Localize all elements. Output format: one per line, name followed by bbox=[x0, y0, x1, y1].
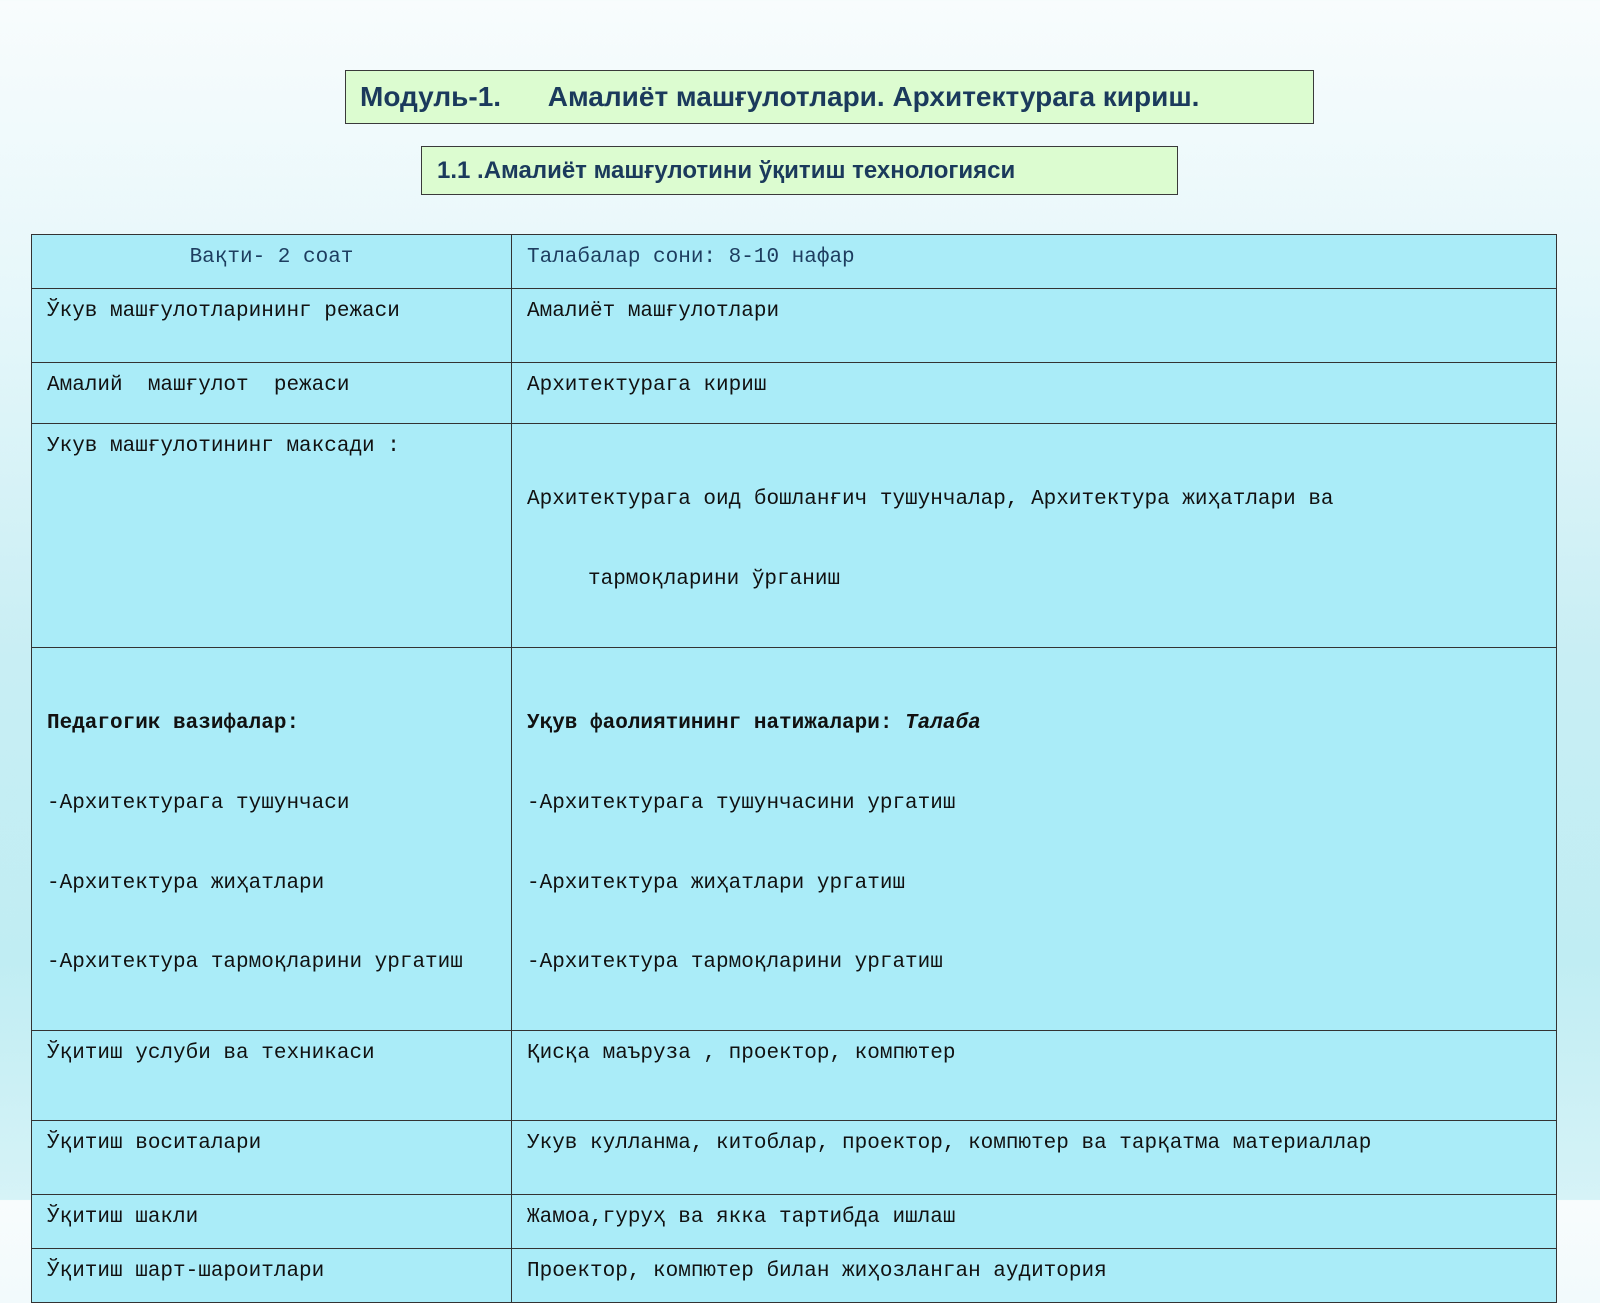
row-label: Ўкув машғулотларининг режаси bbox=[32, 289, 512, 363]
table-row bbox=[32, 424, 1557, 648]
row-value bbox=[512, 424, 1557, 648]
learning-outcomes-subject: Талаба bbox=[905, 711, 981, 735]
row-value: Жамоа,гуруҳ ва якка тартибда ишлаш bbox=[512, 1195, 1557, 1249]
goal-text-line: тармоқларини ўрганиш bbox=[588, 567, 841, 591]
row-label: Ўқитиш шакли bbox=[32, 1195, 512, 1249]
lesson-plan-table bbox=[31, 234, 1557, 1303]
table-row bbox=[32, 1031, 1557, 1121]
row-value: Архитектурага кириш bbox=[512, 363, 1557, 424]
row-value: Проектор, компютер билан жиҳозланган аудитория bbox=[512, 1249, 1557, 1303]
students-count-cell: Талабалар сони: 8-10 нафар bbox=[512, 235, 1557, 289]
list-item: -Архитектура тармоқларини ургатиш bbox=[47, 951, 463, 975]
pedagogical-tasks-cell bbox=[32, 647, 512, 1030]
table-row bbox=[32, 363, 1557, 424]
row-label: Ўқитиш услуби ва техникаси bbox=[32, 1031, 512, 1121]
row-value: Қисқа маъруза , проектор, компютер bbox=[512, 1031, 1557, 1121]
list-item: -Архитектурага тушунчасини ургатиш bbox=[527, 791, 956, 815]
learning-outcomes-cell bbox=[512, 647, 1557, 1030]
row-value: Укув кулланма, китоблар, проектор, компютер ва тарқатма материаллар bbox=[512, 1121, 1557, 1195]
table-row bbox=[32, 1121, 1557, 1195]
pedagogical-tasks-heading: Педагогик вазифалар: bbox=[47, 711, 300, 735]
duration-cell: Вақти- 2 соат bbox=[32, 235, 512, 289]
section-subtitle: 1.1 .Амалиёт машғулотини ўқитиш технологияси bbox=[421, 146, 1178, 195]
list-item: -Архитектурага тушунчаси bbox=[47, 791, 350, 815]
table-row bbox=[32, 647, 1557, 1030]
row-label: Ўқитиш шарт-шароитлари bbox=[32, 1249, 512, 1303]
row-value: Амалиёт машғулотлари bbox=[512, 289, 1557, 363]
row-label: Ўқитиш воситалари bbox=[32, 1121, 512, 1195]
module-title: Модуль-1. Амалиёт машғулотлари. Архитектурага кириш. bbox=[345, 70, 1314, 124]
table-row-header bbox=[32, 235, 1557, 289]
table-row bbox=[32, 289, 1557, 363]
row-label: Укув машғулотининг максади : bbox=[32, 424, 512, 648]
list-item: -Архитектура жиҳатлари ургатиш bbox=[527, 871, 906, 895]
list-item: -Архитектура тармоқларини ургатиш bbox=[527, 951, 943, 975]
table-row bbox=[32, 1195, 1557, 1249]
list-item: -Архитектура жиҳатлари bbox=[47, 871, 325, 895]
row-label: Амалий машғулот режаси bbox=[32, 363, 512, 424]
goal-text-line: Архитектурага оид бошланғич тушунчалар, Архитектура жиҳатлари ва bbox=[527, 488, 1334, 512]
table-row bbox=[32, 1249, 1557, 1303]
learning-outcomes-heading: Уқув фаолиятининг натижалари: bbox=[527, 711, 906, 735]
